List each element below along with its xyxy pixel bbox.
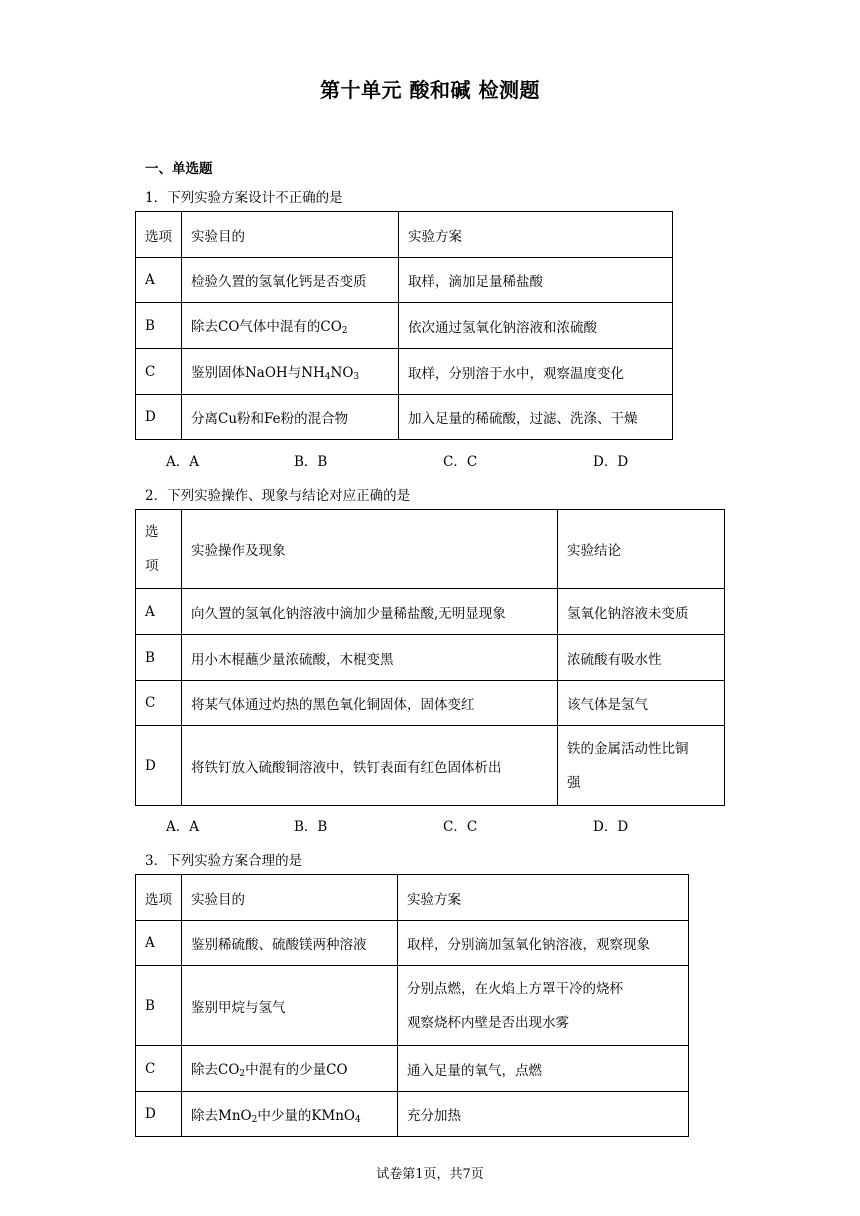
table-row	[136, 349, 673, 395]
operation-cell: 向久置的氢氧化钠溶液中滴加少量稀盐酸,无明显现象	[182, 589, 558, 635]
plan-text: 观察烧杯内壁是否出现水雾	[407, 1014, 569, 1031]
header-cell: 实验方案	[398, 875, 689, 921]
subscript: 3	[353, 372, 360, 382]
question-2-table	[135, 509, 725, 806]
option-cell: A	[136, 258, 182, 303]
answer-option-a[interactable]: A．A	[166, 819, 199, 835]
table-row	[136, 681, 725, 726]
header-cell: 实验操作及现象	[182, 510, 558, 589]
plan-cell: 充分加热	[398, 1092, 689, 1137]
option-cell: A	[136, 589, 182, 635]
goal-cell	[182, 303, 399, 349]
goal-cell: 鉴别稀硫酸、硫酸镁两种溶液	[182, 921, 398, 966]
conclusion-cell: 该气体是氢气	[558, 681, 725, 726]
question-3-table	[135, 874, 689, 1137]
answer-option-a[interactable]: A．A	[166, 454, 199, 470]
table-header-row	[136, 212, 673, 258]
option-cell: C	[136, 681, 182, 726]
goal-text: 鉴别固体NaOH与NH	[191, 365, 325, 381]
conclusion-cell: 氢氧化钠溶液未变质	[558, 589, 725, 635]
goal-cell: 鉴别甲烷与氢气	[182, 966, 398, 1046]
table-row	[136, 921, 689, 966]
goal-text: 中混有的少量CO	[245, 1062, 348, 1078]
plan-cell: 取样，分别滴加氢氧化钠溶液，观察现象	[398, 921, 689, 966]
subscript: 4	[324, 372, 331, 382]
plan-text: 分别点燃，在火焰上方罩干冷的烧杯	[407, 980, 623, 997]
option-cell: D	[136, 726, 182, 806]
conclusion-cell	[558, 726, 725, 806]
header-cell: 选项	[136, 212, 182, 258]
conclusion-text: 铁的金属活动性比铜	[567, 740, 689, 757]
option-cell: B	[136, 635, 182, 681]
option-cell: B	[136, 303, 182, 349]
table-row	[136, 589, 725, 635]
page-footer: 试卷第1页，共7页	[376, 1167, 484, 1182]
goal-cell	[182, 349, 399, 395]
operation-cell: 将铁钉放入硫酸铜溶液中，铁钉表面有红色固体析出	[182, 726, 558, 806]
goal-text: 除去CO气体中混有的CO	[191, 319, 342, 335]
plan-cell	[398, 966, 689, 1046]
goal-cell	[182, 1046, 398, 1092]
goal-text: 除去CO	[191, 1062, 240, 1078]
table-row	[136, 726, 725, 806]
plan-cell: 通入足量的氧气，点燃	[398, 1046, 689, 1092]
conclusion-text: 强	[567, 774, 581, 791]
goal-text: NO	[330, 365, 354, 381]
question-1-options	[166, 450, 686, 470]
header-cell: 实验目的	[182, 212, 399, 258]
plan-cell: 依次通过氢氧化钠溶液和浓硫酸	[399, 303, 673, 349]
conclusion-cell: 浓硫酸有吸水性	[558, 635, 725, 681]
subscript: 4	[355, 1114, 361, 1125]
question-2-options	[166, 815, 686, 835]
plan-cell: 取样，滴加足量稀盐酸	[399, 258, 673, 303]
answer-option-c[interactable]: C．C	[443, 819, 478, 835]
header-cell: 实验方案	[399, 212, 673, 258]
table-header-row	[136, 510, 725, 589]
subscript: 2	[251, 1114, 258, 1125]
subscript: 2	[239, 1069, 246, 1079]
header-cell	[136, 510, 182, 589]
subscript: 2	[341, 326, 348, 336]
header-text: 项	[145, 558, 159, 574]
goal-text: 中少量的KMnO	[257, 1107, 355, 1124]
option-cell: D	[136, 1092, 182, 1137]
question-1-stem: 1．下列实验方案设计不正确的是	[145, 190, 343, 206]
plan-cell: 取样，分别溶于水中，观察温度变化	[399, 349, 673, 395]
table-row	[136, 1092, 689, 1137]
table-row	[136, 966, 689, 1046]
option-cell: C	[136, 1046, 182, 1092]
question-3-stem: 3．下列实验方案合理的是	[145, 853, 303, 869]
table-row	[136, 395, 673, 440]
table-row	[136, 258, 673, 303]
header-cell: 选项	[136, 875, 182, 921]
goal-cell: 检验久置的氢氧化钙是否变质	[182, 258, 399, 303]
option-cell: B	[136, 966, 182, 1046]
section-heading: 一、单选题	[145, 161, 213, 177]
answer-option-d[interactable]: D．D	[593, 454, 629, 470]
table-row	[136, 1046, 689, 1092]
goal-text: 除去MnO	[191, 1107, 252, 1124]
goal-cell: 分离Cu粉和Fe粉的混合物	[182, 395, 399, 440]
operation-cell: 用小木棍蘸少量浓硫酸，木棍变黑	[182, 635, 558, 681]
table-row	[136, 635, 725, 681]
plan-cell: 加入足量的稀硫酸，过滤、洗涤、干燥	[399, 395, 673, 440]
answer-option-b[interactable]: B．B	[294, 454, 328, 470]
operation-cell: 将某气体通过灼热的黑色氧化铜固体，固体变红	[182, 681, 558, 726]
header-text: 选	[145, 524, 159, 540]
header-cell: 实验结论	[558, 510, 725, 589]
answer-option-b[interactable]: B．B	[294, 819, 328, 835]
option-cell: D	[136, 395, 182, 440]
option-cell: C	[136, 349, 182, 395]
header-cell: 实验目的	[182, 875, 398, 921]
option-cell: A	[136, 921, 182, 966]
goal-cell	[182, 1092, 398, 1137]
page-title: 第十单元 酸和碱 检测题	[320, 78, 540, 102]
answer-option-c[interactable]: C．C	[443, 454, 478, 470]
question-2-stem: 2．下列实验操作、现象与结论对应正确的是	[145, 488, 411, 504]
question-1-table	[135, 211, 673, 440]
table-header-row	[136, 875, 689, 921]
table-row	[136, 303, 673, 349]
answer-option-d[interactable]: D．D	[593, 819, 629, 835]
